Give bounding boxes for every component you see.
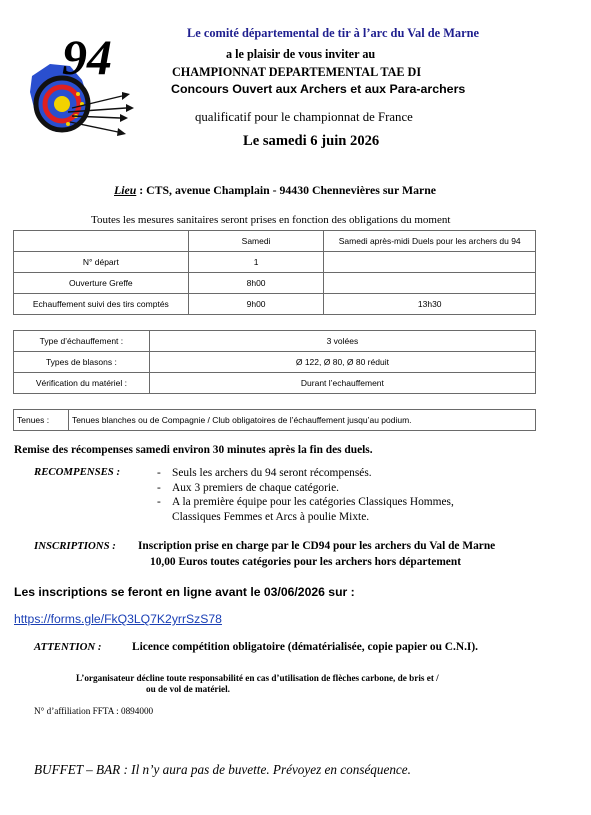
schedule-cell: 9h00 (188, 294, 324, 315)
buffet-notice: BUFFET – BAR : Il n’y aura pas de buvette. Prévoyez en conséquence. (34, 762, 411, 777)
details-label: Types de blasons : (14, 352, 150, 373)
details-label: Vérification du matériel : (14, 373, 150, 394)
sanitary-note: Toutes les mesures sanitaires seront prises en fonction des obligations du moment (91, 214, 451, 226)
venue-line (114, 183, 436, 198)
venue-label: Lieu (114, 183, 137, 197)
schedule-cell (324, 252, 536, 273)
schedule-header-samedi: Samedi (188, 231, 324, 252)
schedule-header-duels: Samedi après-midi Duels pour les archers du 94 (324, 231, 536, 252)
table-row (14, 231, 536, 252)
awards-notice: Remise des récompenses samedi environ 30 minutes après la fin des duels. (14, 444, 373, 456)
logo-number: 94 (62, 29, 112, 85)
header-concours: Concours Ouvert aux Archers et aux Para-archers (171, 82, 466, 96)
schedule-cell: 13h30 (324, 294, 536, 315)
table-row (14, 410, 536, 431)
table-row (14, 252, 536, 273)
archery-target-map-logo (22, 29, 140, 140)
schedule-cell (324, 273, 536, 294)
inscriptions-label: INSCRIPTIONS : (34, 540, 116, 552)
table-row (14, 331, 536, 352)
table-row (14, 273, 536, 294)
schedule-header-blank (14, 231, 189, 252)
attention-text: Licence compétition obligatoire (dématérialisée, copie papier ou C.N.I). (132, 641, 478, 653)
details-label: Type d’échauffement : (14, 331, 150, 352)
schedule-table (13, 230, 536, 315)
recompenses-label: RECOMPENSES : (34, 466, 121, 478)
disclaimer-line1: L’organisateur décline toute responsabilité en cas d’utilisation de flèches carbone, de bris et / (76, 673, 439, 683)
schedule-cell: Echauffement suivi des tirs comptés (14, 294, 189, 315)
tenues-text: Tenues blanches ou de Compagnie / Club obligatoires de l’échauffement jusqu’au podium. (68, 410, 535, 431)
header-committee: Le comité départemental de tir à l’arc du Val de Marne (186, 26, 480, 40)
details-table (13, 330, 536, 394)
tenues-label: Tenues : (14, 410, 69, 431)
details-value: Ø 122, Ø 80, Ø 80 réduit (149, 352, 535, 373)
inscriptions-line1: Inscription prise en charge par le CD94 pour les archers du Val de Marne (138, 540, 496, 552)
schedule-cell: 1 (188, 252, 324, 273)
details-value: Durant l’echauffement (149, 373, 535, 394)
online-registration-text: Les inscriptions se feront en ligne avant le 03/06/2026 sur : (14, 585, 355, 599)
registration-form-link[interactable]: https://forms.gle/FkQ3LQ7K2yrrSzS78 (14, 612, 222, 626)
header-date: Le samedi 6 juin 2026 (243, 133, 380, 149)
schedule-cell: N° départ (14, 252, 189, 273)
header-qualificatif: qualificatif pour le championnat de France (195, 110, 413, 124)
schedule-cell: 8h00 (188, 273, 324, 294)
affiliation-number: N° d’affiliation FFTA : 0894000 (34, 706, 154, 716)
tenues-table (13, 409, 536, 431)
schedule-cell: Ouverture Greffe (14, 273, 189, 294)
inscriptions-line2: 10,00 Euros toutes catégories pour les archers hors département (150, 556, 461, 568)
venue-text: : CTS, avenue Champlain - 94430 Chennevières sur Marne (136, 183, 437, 197)
recompenses-list (157, 466, 497, 524)
header-invite: a le plaisir de vous inviter au (226, 47, 376, 61)
disclaimer-line2: ou de vol de matériel. (146, 684, 230, 694)
table-row (14, 373, 536, 394)
list-item: - A la première équipe pour les catégories Classiques Hommes, Classiques Femmes et Arcs à poulie Mixte. (157, 495, 497, 524)
table-row (14, 352, 536, 373)
attention-label: ATTENTION : (34, 641, 102, 653)
details-value: 3 volées (149, 331, 535, 352)
table-row (14, 294, 536, 315)
header-championship: CHAMPIONNAT DEPARTEMENTAL TAE DI (172, 65, 422, 79)
list-item: - Aux 3 premiers de chaque catégorie. (157, 481, 497, 496)
list-item: - Seuls les archers du 94 seront récompensés. (157, 466, 497, 481)
